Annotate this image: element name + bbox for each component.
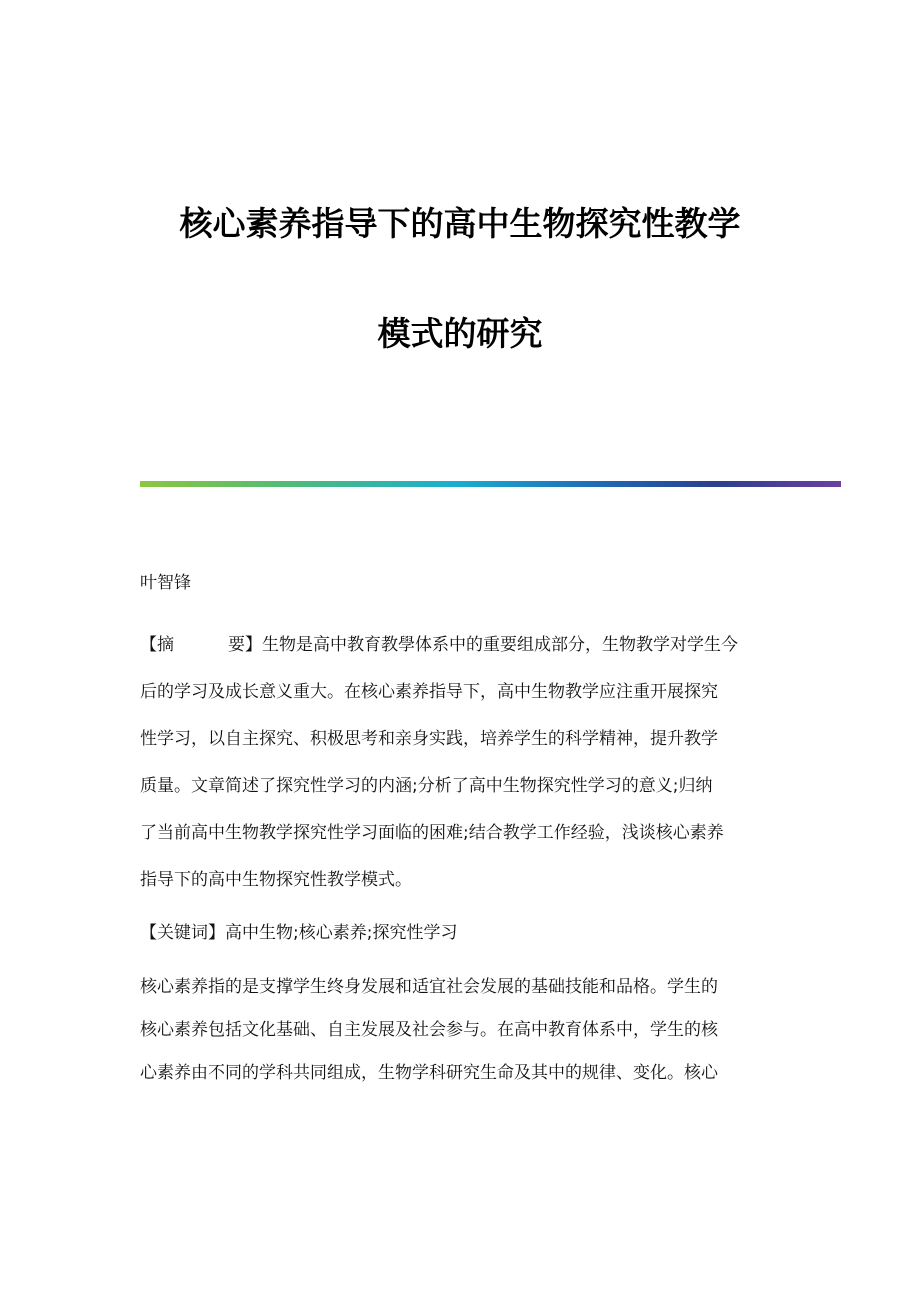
abstract-line-3: 性学习，以自主探究、积极思考和亲身实践，培养学生的科学精神，提升教学 [140,729,718,749]
body-line-3: 心素养由不同的学科共同组成，生物学科研究生命及其中的规律、变化。核心 [140,1063,718,1083]
body-line-2: 核心素养包括文化基础、自主发展及社会参与。在高中教育体系中，学生的核 [140,1020,718,1040]
abstract-line-1 [140,622,790,669]
keywords-section [140,918,790,943]
keywords-label: 【关键词】 [140,923,225,943]
abstract-line-2: 后的学习及成长意义重大。在核心素养指导下，高中生物教学应注重开展探究 [140,682,718,702]
gradient-divider [140,481,841,487]
abstract-line-4: 质量。文章简述了探究性学习的内涵;分析了高中生物探究性学习的意义;归纳 [140,776,713,796]
abstract-section [140,622,790,904]
abstract-text: 生物是高中教育教學体系中的重要组成部分，生物教学对学生今 [262,635,738,655]
abstract-label-close: 要】 [228,635,262,655]
body-line-1: 核心素养指的是支撑学生终身发展和适宜社会发展的基础技能和品格。学生的 [140,977,718,997]
abstract-line-6: 指导下的高中生物探究性教学模式。 [140,870,412,890]
title-line-2: 模式的研究 [377,314,543,353]
title-line-1: 核心素养指导下的高中生物探究性教学 [179,204,741,243]
abstract-label-open: 【摘 [140,635,174,655]
author-name: 叶智锋 [140,573,191,593]
abstract-line-5: 了当前高中生物教学探究性学习面临的困难;结合教学工作经验，浅谈核心素养 [140,823,724,843]
keywords-text: 高中生物;核心素养;探究性学习 [225,923,458,943]
body-paragraph [140,966,790,1095]
